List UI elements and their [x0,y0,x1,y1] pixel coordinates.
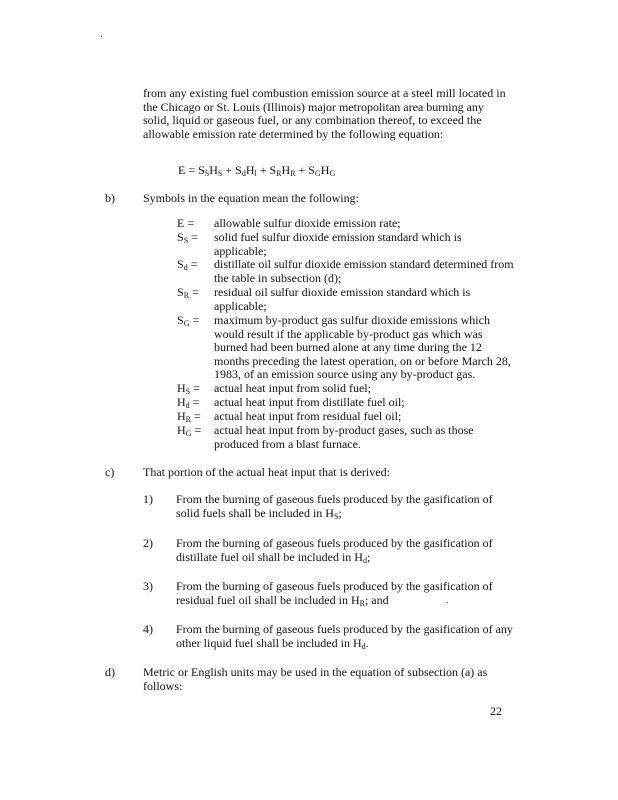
symbol-sr: $S_R$ = [177,285,199,300]
symbol-definition: actual heat input from distillate fuel oil; [214,395,405,409]
section-b-text: Symbols in the equation mean the following: [143,191,359,205]
symbol-definition: distillate oil sulfur dioxide emission standard determined from the table in subsection (d); [214,257,514,285]
emission-equation: $E = S_SH_S + S_dH_l + S_RH_R + S_GH_G$ [178,163,336,178]
item-4-text: From the burning of gaseous fuels produced by the gasification of any other liquid fuel shall be included in $H_d$. [176,622,513,651]
page-number: 22 [490,704,502,718]
item-2-number: 2) [143,536,153,550]
item-3-number: 3) [143,579,153,593]
symbol-definition: residual oil sulfur dioxide emission standard which is applicable; [214,285,471,313]
item-1-number: 1) [143,492,153,506]
symbol-hg: $H_G$ = [177,423,202,438]
section-c-text: That portion of the actual heat input that is derived: [143,465,390,479]
section-c-label: c) [105,465,115,479]
symbol-hs: $H_S$ = [177,381,200,396]
item-1-text: From the burning of gaseous fuels produced by the gasification of solid fuels shall be included in $H_S$; [176,492,493,521]
symbol-definition: maximum by-product gas sulfur dioxide emissions which would result if the applicable by-product gas which was burned had been burned alone at any time during the 12 months preceding the latest operation, on or before March 28, 1983, of an emission source using any by-product gas. [214,313,511,381]
symbol-sd: $S_d$ = [177,257,198,272]
symbol-definition: actual heat input from by-product gases, such as those produced from a blast furnace. [214,423,474,451]
item-3-text: From the burning of gaseous fuels produced by the gasification of residual fuel oil shall be included in $H_R$; and [176,579,493,608]
symbol-definition: allowable sulfur dioxide emission rate; [214,216,401,230]
symbol-sg: $S_G$ = [177,313,200,328]
scan-speck [101,36,102,37]
intro-paragraph: from any existing fuel combustion emission source at a steel mill located in the Chicago or St. Louis (Illinois) major metropolitan area burning any solid, liquid or gaseous fuel, or any combination thereof, to exceed the allowable emission rate determined by the following equation: [143,86,506,141]
section-b-label: b) [105,191,115,205]
symbol-hr: $H_R$ = [177,409,201,424]
symbol-e: E = [177,216,195,230]
symbol-hd: $H_d$ = [177,395,200,410]
item-2-text: From the burning of gaseous fuels produced by the gasification of distillate fuel oil shall be included in $H_d$; [176,536,493,565]
symbol-definition: actual heat input from solid fuel; [214,381,371,395]
symbol-ss: $S_S$ = [177,230,198,245]
symbol-definition: solid fuel sulfur dioxide emission standard which is applicable; [214,230,462,258]
item-4-number: 4) [143,622,153,636]
section-d-label: d) [105,665,115,679]
symbol-definition: actual heat input from residual fuel oil; [214,409,402,423]
section-d-text: Metric or English units may be used in the equation of subsection (a) as follows: [143,665,488,693]
